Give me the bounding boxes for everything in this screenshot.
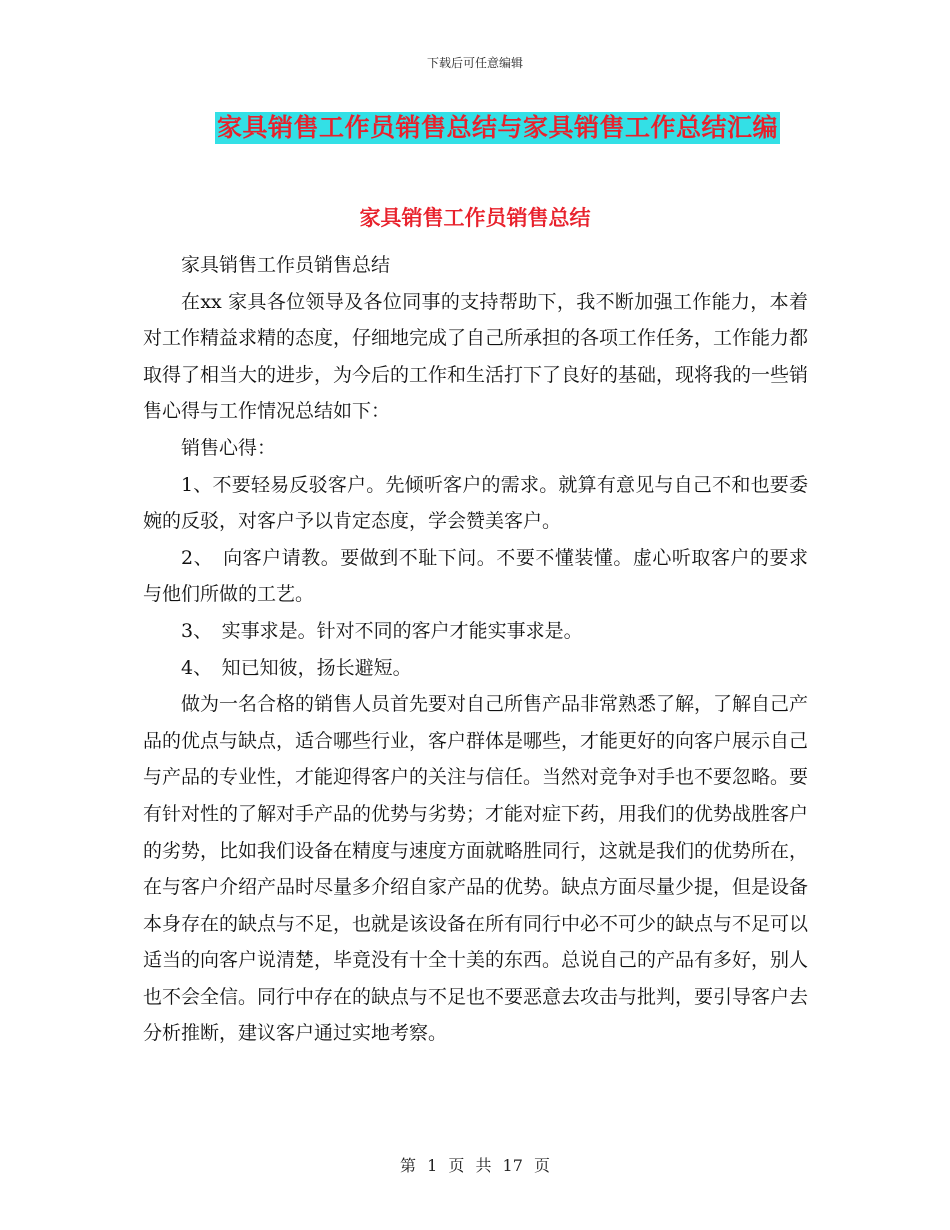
- paragraph: 在xx 家具各位领导及各位同事的支持帮助下，我不断加强工作能力，本着对工作精益求精的态度，仔细地完成了自己所承担的各项工作任务，工作能力都取得了相当大的进步，为今后的工作和生活打下了良好的基础，现将我的一些销售心得与工作情况总结如下：: [143, 290, 809, 423]
- paragraph: 做为一名合格的销售人员首先要对自己所售产品非常熟悉了解，了解自己产品的优点与缺点，适合哪些行业，客户群体是哪些，才能更好的向客户展示自己与产品的专业性，才能迎得客户的关注与信任。当然对竞争对手也不要忽略。要有针对性的了解对手产品的优势与劣势；才能对症下药，用我们的优势战胜客户的劣势，比如我们设备在精度与速度方面就略胜同行，这就是我们的优势所在，在与客户介绍产品时尽量多介绍自家产品的优势。缺点方面尽量少提，但是设备本身存在的缺点与不足，也就是该设备在所有同行中必不可少的缺点与不足可以适当的向客户说清楚，毕竟没有十全十美的东西。总说自己的产品有多好，别人也不会全信。同行中存在的缺点与不足也不要恶意去攻击与批判，要引导客户去分析推断，建议客户通过实地考察。: [143, 693, 809, 1045]
- paragraph: 2、 向客户请教。要做到不耻下问。不要不懂装懂。虚心听取客户的要求与他们所做的工艺。: [143, 546, 808, 606]
- paragraph: 1、不要轻易反驳客户。先倾听客户的需求。就算有意见与自己不和也要委婉的反驳，对客户予以肯定态度，学会赞美客户。: [143, 473, 808, 533]
- header-note: 下载后可任意编辑: [426, 56, 523, 70]
- paragraph: 销售心得：: [181, 436, 277, 459]
- section-title: 家具销售工作员销售总结: [359, 206, 591, 230]
- main-title-wrap: [0, 112, 950, 144]
- paragraph: 3、 实事求是。针对不同的客户才能实事求是。: [181, 619, 583, 642]
- main-title: 家具销售工作员销售总结与家具销售工作总结汇编: [216, 113, 778, 142]
- paragraph: 家具销售工作员销售总结: [181, 254, 391, 276]
- page-number-footer: 第 1 页 共 17 页: [400, 1156, 550, 1175]
- paragraph: 4、 知已知彼，扬长避短。: [181, 656, 412, 679]
- body-text: [143, 247, 808, 1052]
